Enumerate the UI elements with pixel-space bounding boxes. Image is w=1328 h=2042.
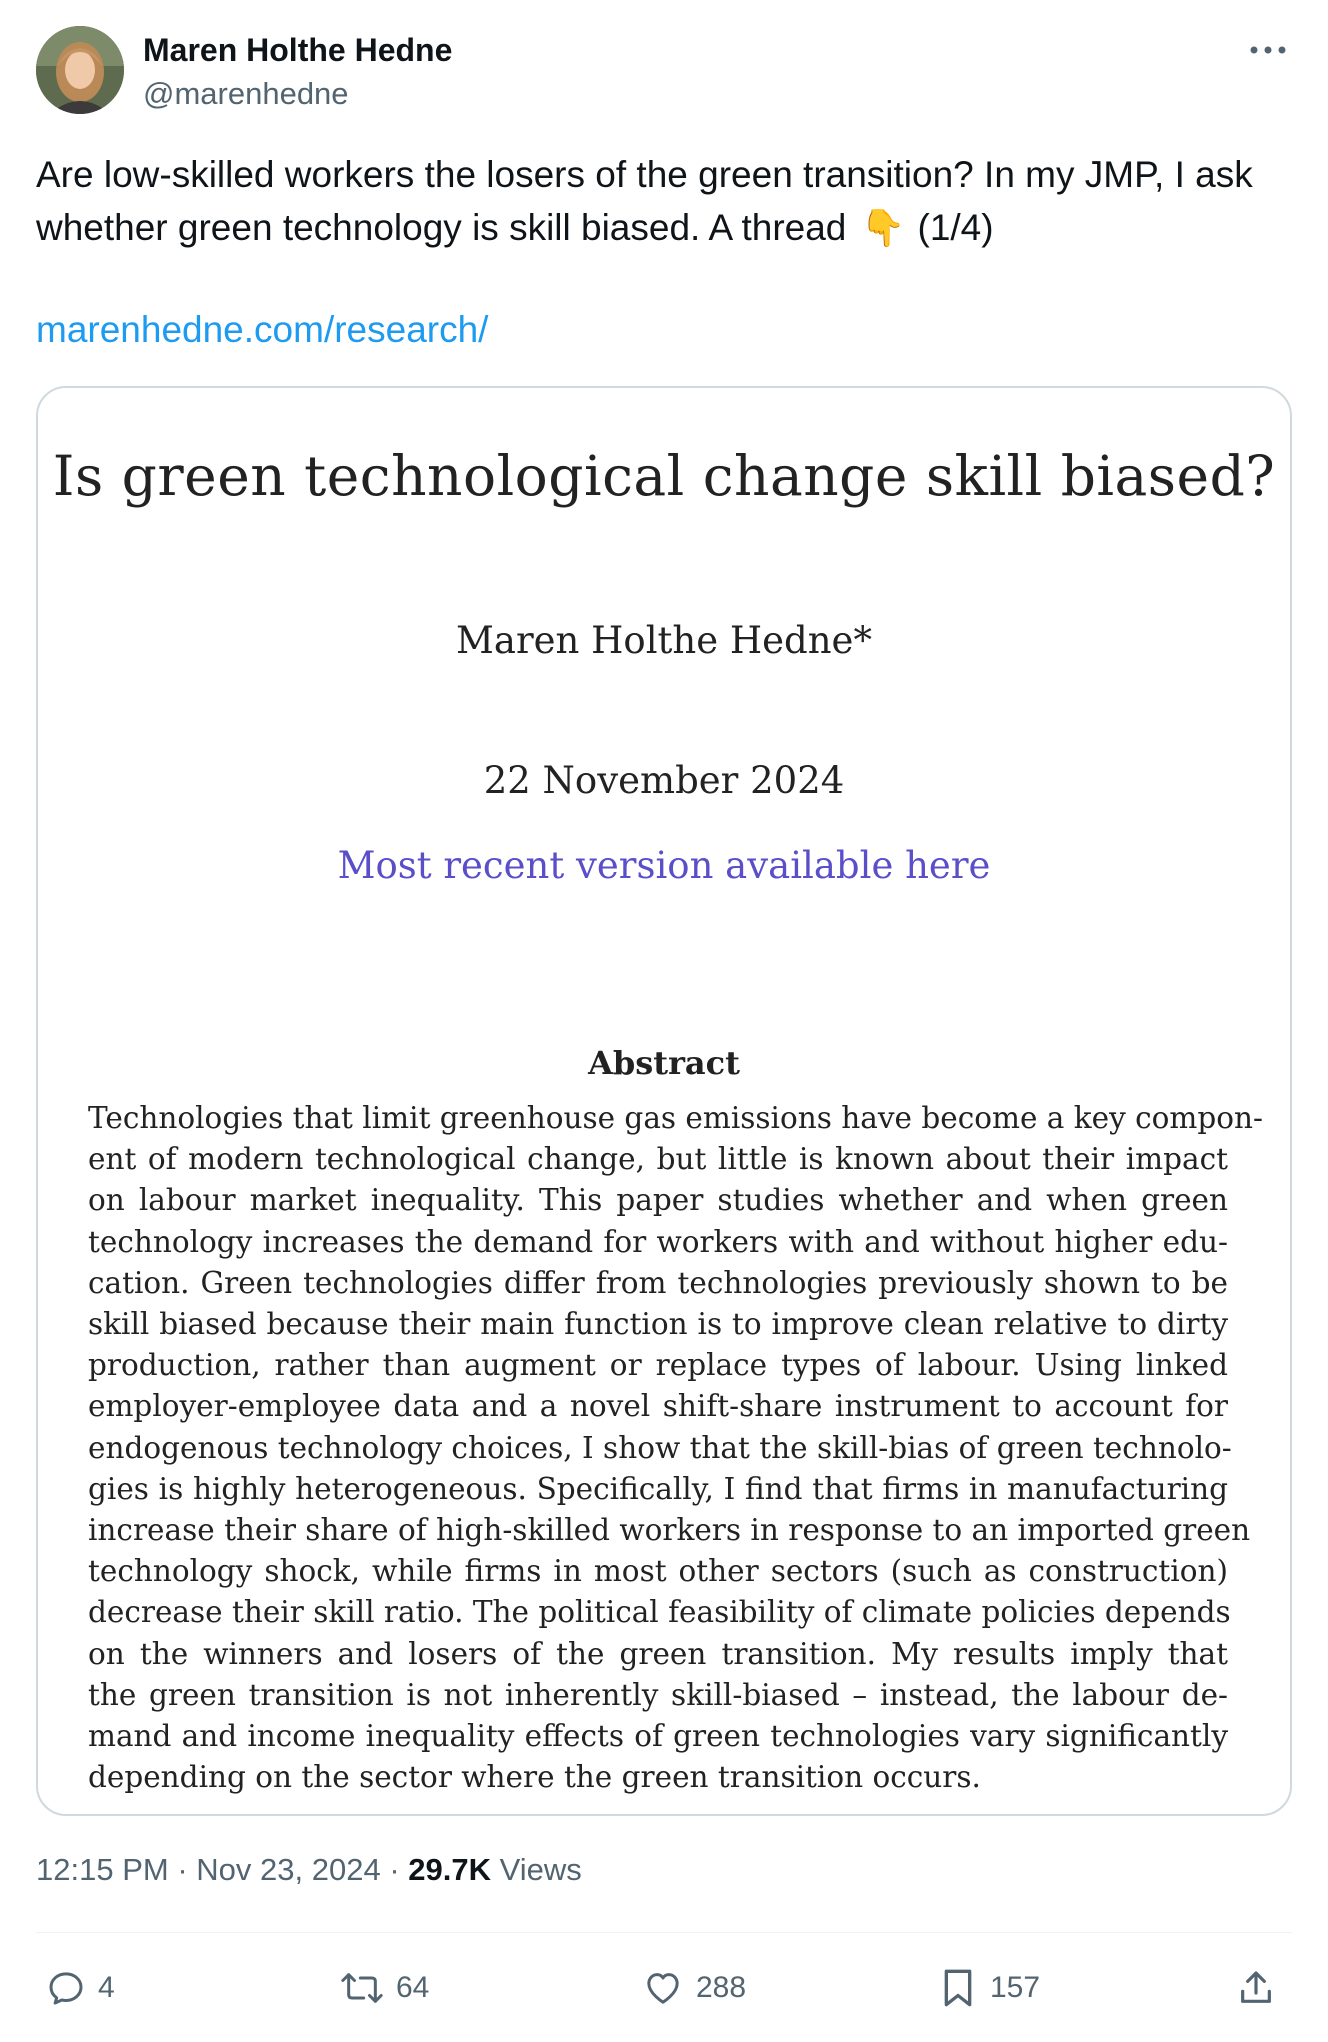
research-link[interactable]: marenhedne.com/research/ xyxy=(36,309,489,350)
tweet-header xyxy=(36,26,1292,116)
abstract-line: on labour market inequality. This paper studies whether and when green xyxy=(88,1183,1228,1218)
reply-count: 4 xyxy=(98,1971,115,2004)
repost-button[interactable] xyxy=(340,1960,429,2016)
abstract-line: depending on the sector where the green transition occurs. xyxy=(88,1760,981,1795)
meta-separator: · xyxy=(177,1852,188,1887)
bookmark-count: 157 xyxy=(990,1971,1041,2004)
abstract-line: production, rather than augment or replace types of labour. Using linked xyxy=(88,1348,1228,1383)
meta-separator: · xyxy=(389,1852,400,1887)
abstract-line: on the winners and losers of the green transition. My results imply that xyxy=(88,1636,1228,1671)
abstract-line: the green transition is not inherently skill-biased – instead, the labour de- xyxy=(88,1677,1228,1712)
paper-date: 22 November 2024 xyxy=(483,759,845,802)
repost-count: 64 xyxy=(396,1971,430,2004)
abstract-line: mand and income inequality effects of green technologies vary significantly xyxy=(88,1719,1228,1754)
bookmark-button[interactable] xyxy=(938,1960,1040,2016)
views-count: 29.7K xyxy=(408,1852,492,1887)
pointing-down-emoji: 👇 xyxy=(860,207,906,248)
abstract-line: Technologies that limit greenhouse gas emissions have become a key compon- xyxy=(88,1101,1264,1135)
abstract-line: decrease their skill ratio. The political feasibility of climate policies depends xyxy=(88,1595,1231,1630)
paper-author: Maren Holthe Hedne* xyxy=(456,619,872,662)
share-icon xyxy=(1236,1968,1276,2008)
display-name[interactable]: Maren Holthe Hedne xyxy=(143,32,453,68)
bookmark-icon xyxy=(938,1966,978,2010)
tweet-time[interactable]: 12:15 PM xyxy=(36,1852,169,1887)
abstract-line: employer-employee data and a novel shift-share instrument to account for xyxy=(88,1389,1228,1424)
paper-title: Is green technological change skill biased? xyxy=(52,444,1276,508)
paper-preview-card[interactable] xyxy=(36,386,1292,1816)
abstract-line: skill biased because their main function is to improve clean relative to dirty xyxy=(88,1307,1228,1342)
tweet-text-body: Are low-skilled workers the losers of the green transition? In my JMP, I ask whether green technology is skill biased. A thread xyxy=(36,154,1253,248)
abstract-line: cation. Green technologies differ from technologies previously shown to be xyxy=(88,1265,1228,1300)
like-button[interactable] xyxy=(642,1960,746,2016)
like-count: 288 xyxy=(696,1971,747,2004)
abstract-text xyxy=(88,1098,1264,1798)
divider xyxy=(36,1932,1292,1933)
avatar[interactable] xyxy=(36,26,124,114)
abstract-line: endogenous technology choices, I show that the skill-bias of green technolo- xyxy=(88,1430,1232,1465)
abstract-line: increase their share of high-skilled workers in response to an imported green xyxy=(88,1513,1251,1548)
abstract-line: technology shock, while firms in most other sectors (such as construction) xyxy=(88,1554,1228,1589)
tweet-date[interactable]: Nov 23, 2024 xyxy=(196,1852,381,1887)
thread-counter: (1/4) xyxy=(917,207,994,248)
action-bar xyxy=(36,1960,1292,2016)
share-button[interactable] xyxy=(1236,1960,1288,2016)
abstract-line: gies is highly heterogeneous. Specifically, I find that firms in manufacturing xyxy=(88,1471,1228,1506)
paper-version-link: Most recent version available here xyxy=(337,844,991,887)
abstract-heading: Abstract xyxy=(588,1044,740,1082)
repost-icon xyxy=(340,1968,384,2008)
abstract-line: technology increases the demand for workers with and without higher edu- xyxy=(88,1224,1228,1259)
tweet-text xyxy=(36,148,1296,254)
user-handle[interactable]: @marenhedne xyxy=(143,76,349,111)
tweet-meta xyxy=(36,1850,582,1890)
reply-icon xyxy=(46,1968,86,2008)
reply-button[interactable] xyxy=(46,1960,115,2016)
avatar-image xyxy=(36,26,124,114)
more-options-icon[interactable] xyxy=(1244,36,1292,64)
abstract-line: ent of modern technological change, but little is known about their impact xyxy=(88,1142,1228,1177)
views-label: Views xyxy=(499,1852,582,1887)
heart-icon xyxy=(642,1968,684,2008)
